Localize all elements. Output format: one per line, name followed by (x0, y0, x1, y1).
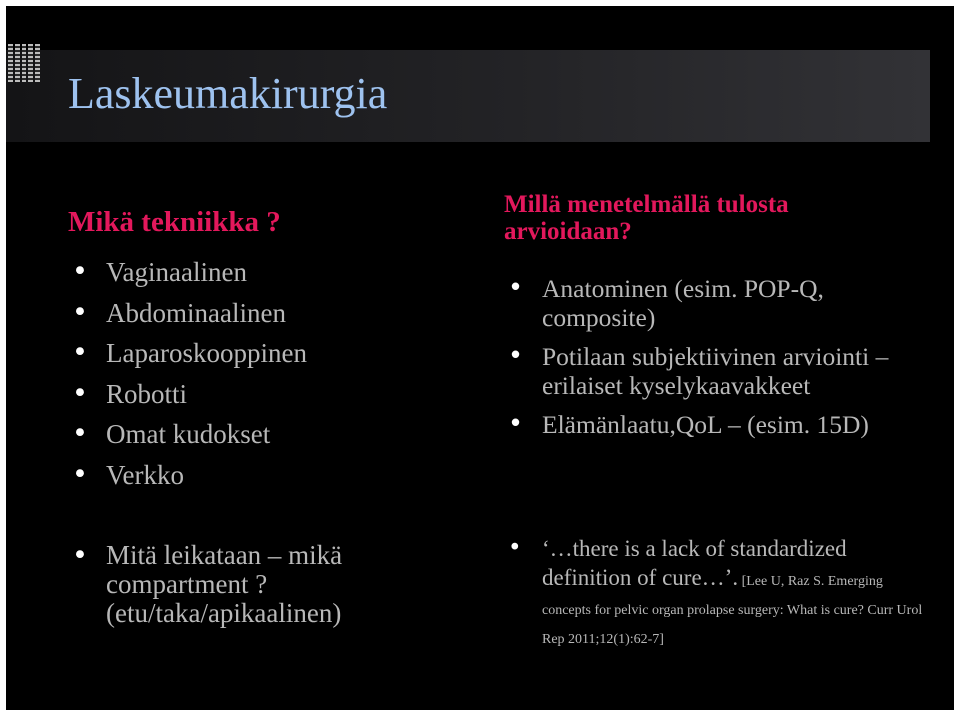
citation-text: [Lee U, Raz S. Emerging concepts for pelvic organ prolapse surgery: What is cure? Curr Urol Rep 2011;12(1):62-7] (542, 574, 923, 647)
technique-list (68, 252, 488, 495)
list-item: • Elämänlaatu,QoL – (esim. 15D) (504, 410, 924, 439)
vertical-bars-grid-icon (8, 44, 40, 82)
quote-text: ‘…there is a lack of standardized definition of cure…’. (542, 536, 847, 590)
evaluation-heading: Millä menetelmällä tulosta arvioidaan? (504, 191, 789, 245)
list-item: • Anatominen (esim. POP-Q, composite) (504, 274, 924, 332)
list-item: • Potilaan subjektiivinen arviointi – erilaiset kyselykaavakkeet (504, 342, 924, 400)
evaluation-method-list (504, 274, 924, 449)
list-item: • Robotti (68, 374, 488, 415)
technique-heading: Mikä tekniikka ? (68, 206, 281, 238)
slide-title: Laskeumakirurgia (68, 69, 388, 118)
quote-list (504, 534, 934, 650)
quote-item (504, 534, 934, 650)
list-item: • Abdominaalinen (68, 293, 488, 334)
compartment-list (68, 541, 488, 628)
list-item: • Omat kudokset (68, 414, 488, 455)
list-item: • Verkko (68, 455, 488, 496)
list-item: • Mitä leikataan – mikä compartment ? (etu/taka/apikaalinen) (68, 541, 488, 628)
list-item: • Vaginaalinen (68, 252, 488, 293)
slide (6, 6, 954, 710)
list-item: • Laparoskooppinen (68, 333, 488, 374)
